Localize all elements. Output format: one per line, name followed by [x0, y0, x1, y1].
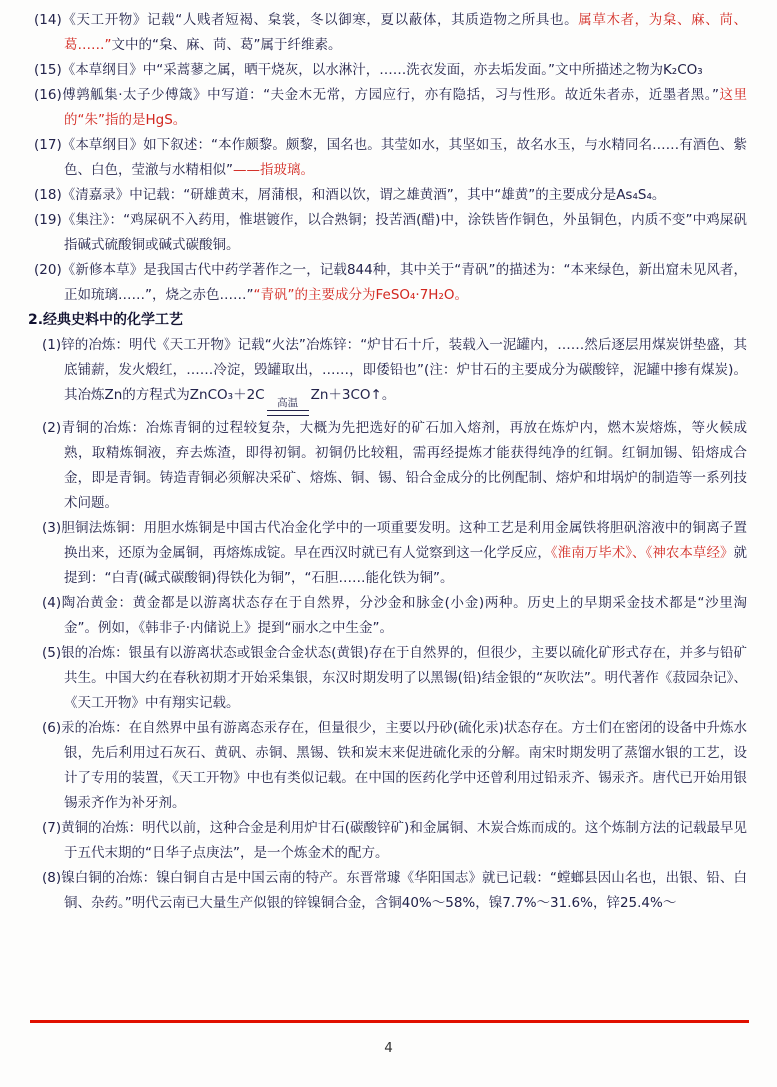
text-run: 《本草纲目》中“采蒿蓼之属，晒干烧灰，以水淋汁，……洗衣发面，亦去垢发面。”文中所描述之物为K₂CO₃	[61, 62, 703, 78]
text-run: 青铜的冶炼：冶炼青铜的过程较复杂，大概为先把选好的矿石加入熔剂，再放在炼炉内，燃木炭熔炼，等火候成熟，取精炼铜液，弃去炼渣，即得初铜。初铜仍比较粗，需再经提炼才能获得纯净的红铜。红铜加锡、铅熔成合金，即是青铜。铸造青铜必须解决采矿、熔炼、铜、锡、铅合金成分的比例配制、熔炉和坩埚炉的制造等一系列技术问题。	[61, 420, 747, 511]
text-run: 锌的冶炼：明代《天工开物》记载“火法”冶炼锌：“炉甘石十斤，装载入一泥罐内，……然后逐层用煤炭饼垫盛，其底铺薪，发火煅红，……冷淀，毁罐取出，……，即倭铅也”(注：炉甘石的主要成分为碳酸锌，泥罐中掺有煤炭)。其冶炼Zn的方程式为ZnCO₃＋2C	[61, 337, 747, 403]
item-label: (7)	[42, 820, 62, 836]
item-label: (16)	[34, 87, 62, 103]
item-label: (20)	[34, 262, 62, 278]
item-label: (1)	[42, 337, 62, 353]
text-run: 文中的“枲、麻、苘、葛”属于纤维素。	[111, 37, 342, 53]
text-run: 镍白铜的冶炼：镍白铜自古是中国云南的特产。东晋常璩《华阳国志》就已记载：“螳螂县因山名也，出银、铅、白铜、杂药。”明代云南已大量生产似银的锌镍铜合金，含铜40%～58%，镍7.7%～31.6%，锌25.4%～	[61, 870, 747, 911]
item-label: (15)	[34, 62, 62, 78]
text-run: “青矾”的主要成分为FeSO₄·7H₂O。	[253, 287, 468, 303]
list-item	[34, 258, 747, 308]
text-run: 属草木者，为枲、麻、苘、葛……”	[64, 12, 748, 53]
text-run: 《清嘉录》中记载：“研雄黄末，屑蒲根，和酒以饮，谓之雄黄酒”，其中“雄黄”的主要成分是As₄S₄。	[61, 187, 666, 203]
text-run: 银的冶炼：银虽有以游离状态或银金合金状态(黄银)存在于自然界的，但很少，主要以硫化矿形式存在，并多与铅矿共生。中国大约在春秋初期才开始采集银，东汉时期发明了以黑锡(铅)结金银的“灰吹法”。明代著作《菽园杂记》、《天工开物》中有翔实记载。	[61, 645, 747, 711]
text-run: 这里的“朱”指的是HgS。	[64, 87, 748, 128]
item-label: (4)	[42, 595, 62, 611]
reaction-condition-arrow	[267, 398, 309, 416]
list-item	[42, 641, 747, 716]
text-run: 胆铜法炼铜：用胆水炼铜是中国古代冶金化学中的一项重要发明。这种工艺是利用金属铁将胆矾溶液中的铜离子置换出来，还原为金属铜，再熔炼成锭。早在西汉时就已有人觉察到这一化学反应，	[61, 520, 747, 561]
list-item	[34, 58, 747, 83]
item-label: (8)	[42, 870, 62, 886]
text-run: 《本草纲目》如下叙述：“本作颇黎。颇黎，国名也。其莹如水，其坚如玉，故名水玉，与水精同名……有酒色、紫色、白色，莹澈与水精相似”	[61, 137, 747, 178]
numbered-items-14-20	[34, 8, 747, 308]
list-item	[42, 333, 747, 416]
text-run: ——指玻璃。	[233, 162, 314, 178]
list-item	[42, 866, 747, 916]
list-item	[34, 133, 747, 183]
text-run: 《集注》：“鸡屎矾不入药用，惟堪镀作，以合熟铜；投苦酒(醋)中，涂铁皆作铜色，外虽铜色，内质不变”中鸡屎矾指碱式硫酸铜或碱式碳酸铜。	[61, 212, 747, 253]
item-label: (2)	[42, 420, 62, 436]
reaction-condition-label: 高温	[277, 397, 299, 409]
text-run: 陶冶黄金：黄金都是以游离状态存在于自然界，分沙金和脉金(小金)两种。历史上的早期采金技术都是“沙里淘金”。例如，《韩非子·内储说上》提到“丽水之中生金”。	[61, 595, 747, 636]
text-run: 《新修本草》是我国古代中药学著作之一，记载844种，其中关于“青矾”的描述为：“本来绿色，新出窟未见风者，正如琉璃……”，烧之赤色……”	[61, 262, 747, 303]
list-item	[34, 183, 747, 208]
text-run: 《天工开物》记载“人贱者短褐、枲裳，冬以御寒，夏以蔽体，其质造物之所具也。	[61, 12, 579, 28]
list-item	[42, 516, 747, 591]
text-run: 黄铜的冶炼：明代以前，这种合金是利用炉甘石(碳酸锌矿)和金属铜、木炭合炼而成的。这个炼制方法的记载最早见于五代末期的“日华子点庚法”，是一个炼金术的配方。	[61, 820, 747, 861]
section-heading: 2.经典史料中的化学工艺	[28, 312, 184, 328]
item-label: (3)	[42, 520, 62, 536]
list-item	[42, 716, 747, 816]
list-item	[34, 208, 747, 258]
numbered-items-crafts	[34, 333, 747, 916]
text-run: Zn＋3CO↑。	[310, 387, 396, 403]
text-run: 《淮南万毕术》、《神农本草经》	[550, 545, 734, 561]
item-label: (14)	[34, 12, 62, 28]
text-run: 傅鹑觚集·太子少傅箴》中写道：“夫金木无常，方园应行，亦有隐括，习与性形。故近朱者赤，近墨者黑。”	[61, 87, 719, 103]
item-label: (19)	[34, 212, 62, 228]
footer-divider-rule	[30, 1020, 749, 1023]
list-item	[42, 591, 747, 641]
list-item	[34, 8, 747, 58]
list-item	[34, 83, 747, 133]
page-number: 4	[384, 1040, 393, 1056]
item-label: (5)	[42, 645, 62, 661]
document-content	[28, 8, 748, 916]
list-item	[42, 816, 747, 866]
item-label: (17)	[34, 137, 62, 153]
text-run: 汞的冶炼：在自然界中虽有游离态汞存在，但量很少，主要以丹砂(硫化汞)状态存在。方士们在密闭的设备中升炼水银，先后利用过石灰石、黄矾、赤铜、黑锡、铁和炭末来促进硫化汞的分解。南宋时期发明了蒸馏水银的工艺，设计了专用的装置，《天工开物》中也有类似记载。在中国的医药化学中还曾利用过铅汞齐、锡汞齐。唐代已开始用银锡汞齐作为补牙剂。	[61, 720, 747, 811]
list-item	[42, 416, 747, 516]
item-label: (18)	[34, 187, 62, 203]
text-run: 就提到：“白青(碱式碳酸铜)得铁化为铜”，“石胆……能化铁为铜”。	[64, 545, 748, 586]
item-label: (6)	[42, 720, 62, 736]
